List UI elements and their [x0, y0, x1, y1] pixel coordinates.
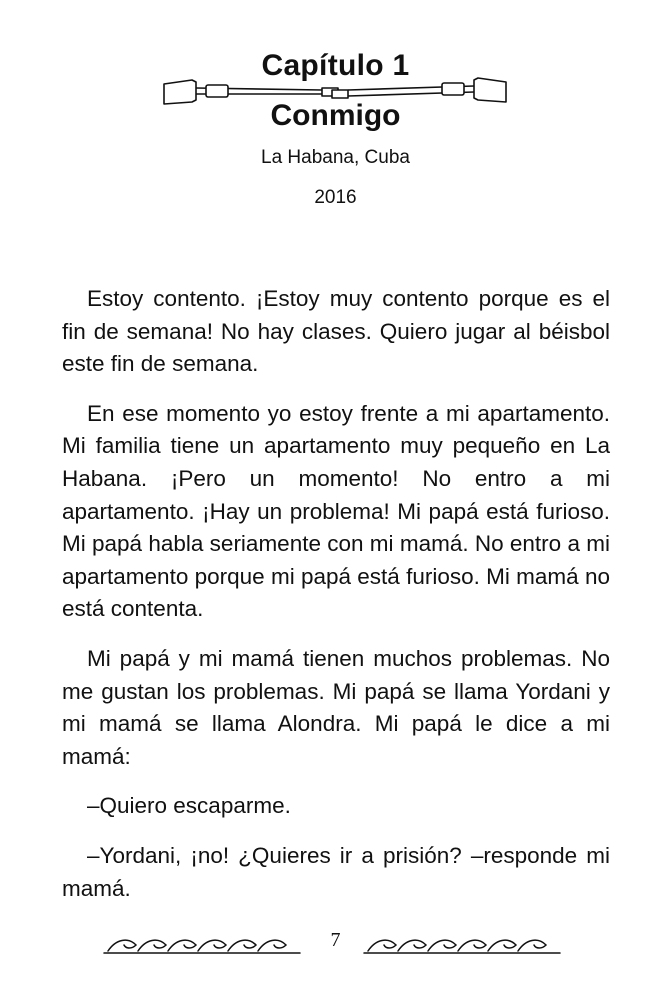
chapter-title: Conmigo: [270, 99, 401, 132]
paragraph: Mi papá y mi mamá tienen muchos problemas. No me gustan los problemas. Mi papá se llama Yordani y mi mamá se llama Alondra. Mi papá le dice a mi mamá:: [62, 645, 610, 769]
chapter-label: Capítulo 1: [261, 49, 410, 82]
paragraph: En ese momento yo estoy frente a mi apartamento. Mi familia tiene un apartamento muy pequeño en La Habana. ¡Pero un momento! No entro a mi apartamento. ¡Hay un problema! Mi papá está furioso. Mi papá habla seriamente con mi mamá. No entro a mi apartamento porque mi papá está furioso. Mi mamá no está contenta.: [62, 400, 610, 622]
place-line: La Habana, Cuba: [261, 147, 410, 168]
page-number: 7: [330, 929, 341, 951]
paragraph: Estoy contento. ¡Estoy muy contento porque es el fin de semana! No hay clases. Quiero jugar al béisbol este fin de semana.: [62, 286, 610, 377]
page-footer: [0, 925, 671, 961]
year-line: 2016: [314, 187, 357, 208]
dialogue-line: –Yordani, ¡no! ¿Quieres ir a prisión? –responde mi mamá.: [62, 842, 610, 901]
chapter-body: [62, 283, 610, 922]
wave-ornament-icon: [362, 929, 562, 957]
dialogue-line: –Quiero escaparme.: [87, 793, 291, 819]
